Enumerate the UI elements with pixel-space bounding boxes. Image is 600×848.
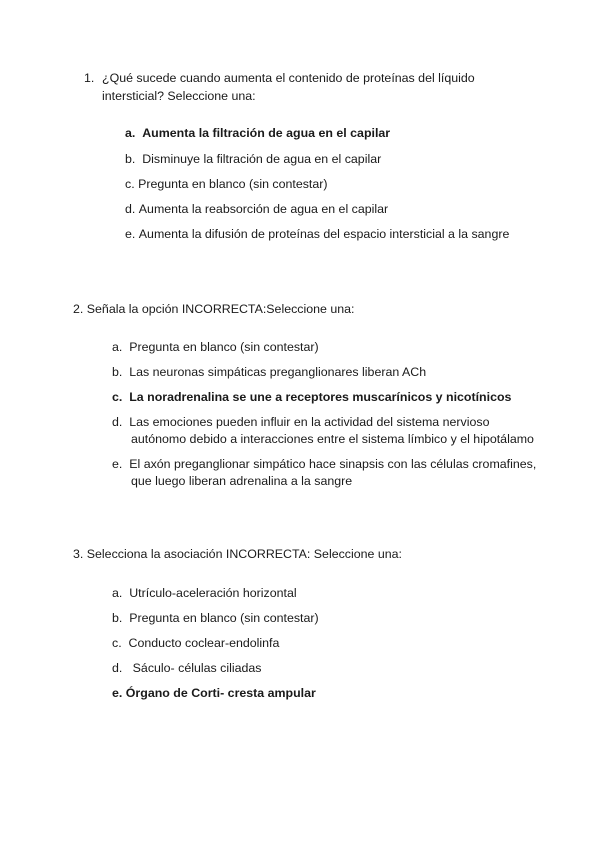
option-text: Las emociones pueden influir en la actividad del sistema nervioso [129, 415, 490, 429]
question-2-option-d[interactable] [112, 415, 489, 430]
option-letter: b. [125, 152, 136, 166]
question-1-option-e[interactable] [125, 227, 509, 242]
option-letter: b. [112, 365, 123, 379]
option-letter: c. [112, 390, 123, 404]
question-3-option-b[interactable] [112, 611, 319, 626]
option-text: Sáculo- células ciliadas [132, 661, 262, 675]
question-3-option-a[interactable] [112, 586, 297, 601]
option-letter: e. [125, 227, 136, 241]
option-letter: d. [112, 415, 123, 429]
option-text: Órgano de Corti- cresta ampular [125, 686, 316, 700]
option-text: Aumenta la difusión de proteínas del espacio intersticial a la sangre [138, 227, 510, 241]
question-1-stem-line2: intersticial? Seleccione una: [102, 89, 256, 103]
option-text: Pregunta en blanco (sin contestar) [129, 611, 319, 625]
option-letter: d. [125, 202, 136, 216]
question-2-stem: 2. Señala la opción INCORRECTA:Seleccione una: [73, 302, 355, 316]
question-1-stem-line1: ¿Qué sucede cuando aumenta el contenido de proteínas del líquido [102, 71, 475, 85]
option-letter: d. [112, 661, 123, 675]
question-2-option-c[interactable] [112, 390, 511, 405]
option-letter: e. [112, 686, 123, 700]
question-3-stem: 3. Selecciona la asociación INCORRECTA: Seleccione una: [73, 547, 402, 561]
option-letter: a. [112, 340, 123, 354]
option-text: Disminuye la filtración de agua en el capilar [142, 152, 382, 166]
option-text: Pregunta en blanco (sin contestar) [138, 177, 328, 191]
option-letter: c. [125, 177, 135, 191]
question-2-option-e-line2: que luego liberan adrenalina a la sangre [131, 474, 353, 488]
option-letter: a. [125, 126, 136, 140]
question-2-option-d-line2: autónomo debido a interacciones entre el sistema límbico y el hipotálamo [131, 432, 534, 446]
option-letter: e. [112, 457, 123, 471]
question-2-option-b[interactable] [112, 365, 426, 380]
question-3-option-c[interactable] [112, 636, 279, 651]
option-text: Aumenta la reabsorción de agua en el capilar [138, 202, 389, 216]
option-letter: c. [112, 636, 122, 650]
question-3-option-d[interactable] [112, 661, 261, 676]
question-2-option-a[interactable] [112, 340, 319, 355]
option-text: El axón preganglionar simpático hace sinapsis con las células cromafines, [129, 457, 537, 471]
question-1-option-a[interactable] [125, 126, 390, 141]
option-text: Conducto coclear-endolinfa [128, 636, 280, 650]
option-letter: b. [112, 611, 123, 625]
option-text: Utrículo-aceleración horizontal [129, 586, 297, 600]
option-text: La noradrenalina se une a receptores muscarínicos y nicotínicos [129, 390, 512, 404]
question-1-option-d[interactable] [125, 202, 388, 217]
option-text: Aumenta la filtración de agua en el capilar [142, 126, 391, 140]
option-letter: a. [112, 586, 123, 600]
question-1-option-b[interactable] [125, 152, 381, 167]
option-text: Las neuronas simpáticas preganglionares liberan ACh [129, 365, 427, 379]
option-text: Pregunta en blanco (sin contestar) [129, 340, 319, 354]
question-1-option-c[interactable] [125, 177, 328, 192]
question-3-option-e[interactable] [112, 686, 316, 701]
question-1-number: 1. [84, 71, 95, 85]
question-2-option-e[interactable] [112, 457, 536, 472]
